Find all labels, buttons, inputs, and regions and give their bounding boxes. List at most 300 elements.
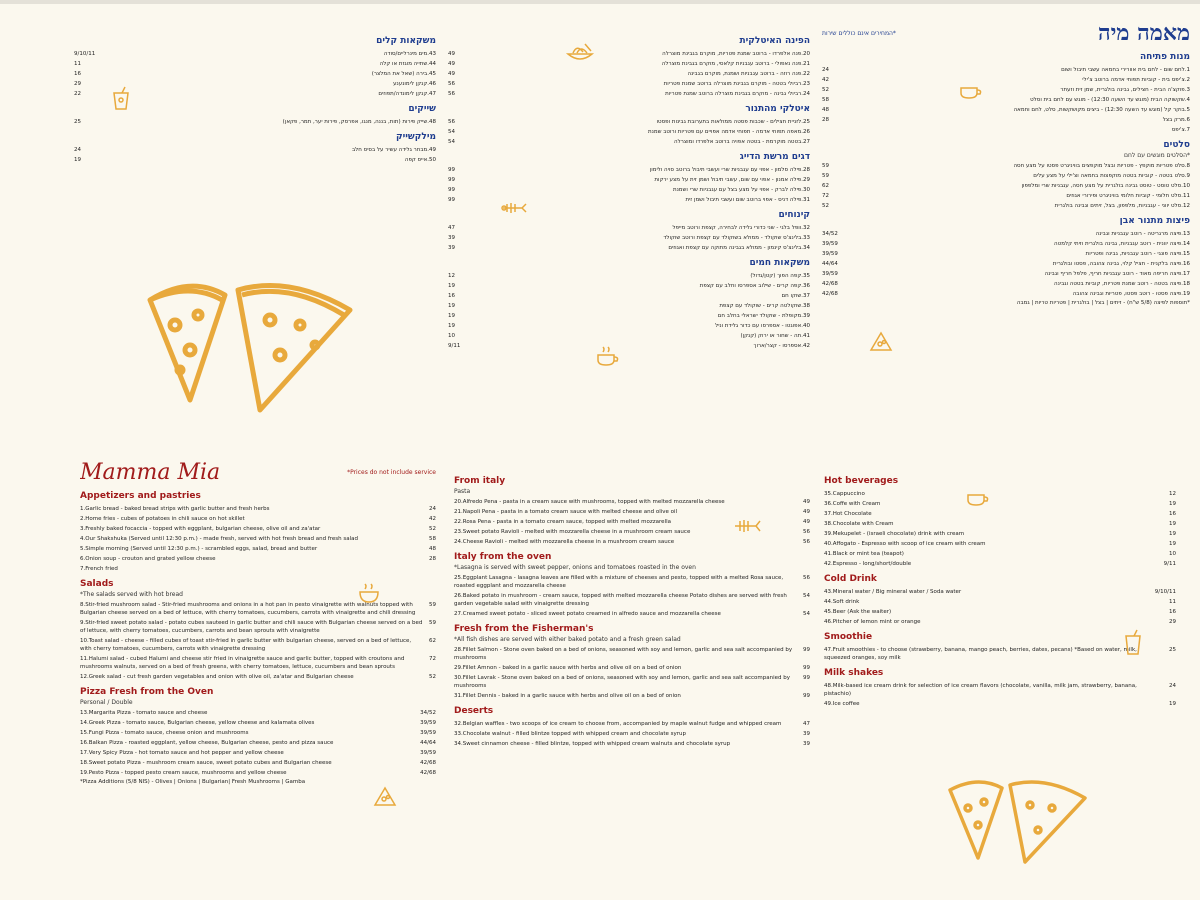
hebrew-price-note: *המחירים אינם כוללים שירות [822, 29, 896, 37]
menu-item-price: 16 [74, 71, 81, 77]
menu-item [824, 520, 1176, 528]
menu-item-name: 33.Chocolate walnut - filled blintze topped with whipped cream and chocolate syrup [454, 731, 686, 737]
menu-item-name: 35.Cappuccino [824, 491, 865, 497]
menu-item-name: 3.פוקצ'ה הבית - חצילים, גבינה בולגרית, שמן זית וזעתר [1060, 87, 1190, 93]
menu-item-name: 48.שייק פירות (תות, בננה, מנגו, אפרסק, פירות יער, תמר, פקאן) [282, 119, 436, 125]
menu-item-price: 48 [822, 107, 829, 113]
menu-item-price: 39/59 [822, 241, 838, 247]
menu-item-price: 11 [74, 61, 81, 67]
section-title: קינוחים [778, 210, 810, 220]
menu-item-name: 46.Pitcher of lemon mint or orange [824, 619, 921, 625]
english-sections-left [80, 491, 436, 777]
menu-item-name: 15.Fungi Pizza - tomato sauce, cheese onion and mushrooms [80, 730, 249, 736]
menu-item-price: 39/59 [420, 720, 436, 726]
menu-item-price: 52 [822, 87, 829, 93]
menu-item-price: 39/59 [420, 730, 436, 736]
hebrew-sections-right [822, 52, 1190, 298]
menu-item [454, 720, 810, 728]
menu-item [824, 700, 1176, 708]
menu-item [824, 618, 1176, 626]
menu-item-price: 19 [448, 313, 455, 319]
menu-item-price: 39 [803, 731, 810, 737]
section-title: Smoothie [824, 632, 873, 642]
menu-item-name: 32.וופל בלגי - שני כדורי גלידה לבחירה, קצפת ורוטב מייפל [672, 225, 810, 231]
menu-item [454, 674, 810, 690]
menu-item [822, 192, 1190, 200]
menu-item-price: 52 [429, 526, 436, 532]
section-title: Pizza Fresh from the Oven [80, 687, 214, 697]
menu-item-price: 29 [1169, 619, 1176, 625]
hebrew-pizza-additions-note: *תוספות לפיצה (5/8 ש"ח) - זיתים | בצל | בולגרית | פטריות טריות | גמבה [1016, 300, 1190, 306]
menu-item-price: 99 [448, 197, 455, 203]
menu-item-name: 12.Greek salad - cut fresh garden vegetables and onion with olive oil, za'atar and Bulgarian cheese [80, 674, 354, 680]
menu-item-price: 54 [803, 593, 810, 599]
section-title: Appetizers and pastries [80, 491, 201, 501]
menu-item-price: 59 [429, 602, 436, 608]
menu-item-name: 10.Toast salad - cheese - filled cubes of toast stir-fried in garlic butter with bulgarian cheese, served on a bed of lettuce, with cherry tomatoes, cucumbers, carrots with vinaigrette dressing [80, 638, 412, 652]
menu-item [824, 530, 1176, 538]
menu-item-price: 52 [429, 674, 436, 680]
menu-item-name: 5.Simple morning (Served until 12:30 p.m.) - scrambled eggs, salad, bread and butter [80, 546, 318, 552]
menu-item-price: 19 [448, 303, 455, 309]
menu-item-price: 39/59 [822, 271, 838, 277]
menu-item-price: 72 [429, 656, 436, 662]
menu-item-name: 19.פיצה פסטו - רוטב פסטו, פטריות וגבינה צהובה [1072, 291, 1190, 297]
menu-item [822, 76, 1190, 84]
menu-item [824, 500, 1176, 508]
menu-item-price: 42 [822, 77, 829, 83]
menu-item [822, 162, 1190, 170]
menu-item-price: 25 [1169, 647, 1176, 653]
section-title: סלטים [1163, 140, 1190, 150]
menu-item-price: 39/59 [822, 251, 838, 257]
menu-item-price: 42/68 [420, 760, 436, 766]
menu-item [74, 60, 436, 68]
menu-item-price: 56 [803, 539, 810, 545]
english-menu-title: Mamma Mia [80, 460, 221, 485]
menu-item [80, 709, 436, 717]
menu-item-name: 16.פיצה בלקנית - חציל קלוי, גבינה צהובה, פסטו ובולגרית [1052, 261, 1190, 267]
section-title: Deserts [454, 706, 494, 716]
menu-item-name: 12.סלט יווני - עגבניות, מלפפון, בצל, זיתים וגבינה בולגרית [1054, 203, 1190, 209]
menu-item-name: 23.Sweet potato Ravioli - melted with mozzarella cheese in a mushroom cream sauce [454, 529, 691, 535]
menu-item [454, 740, 810, 748]
menu-item-name: 7.French fried [80, 566, 118, 572]
menu-item-price: 39 [803, 741, 810, 747]
menu-item [822, 290, 1190, 298]
menu-item-price: 12 [1169, 491, 1176, 497]
menu-item-price: 19 [1169, 521, 1176, 527]
menu-item [80, 601, 436, 617]
menu-item [448, 70, 810, 78]
english-column-left [80, 460, 436, 896]
menu-item-price: 12 [448, 273, 455, 279]
menu-item-price: 34/52 [822, 231, 838, 237]
menu-item-price: 52 [822, 203, 829, 209]
menu-item [822, 66, 1190, 74]
menu-item-price: 47 [803, 721, 810, 727]
menu-item-name: 2.צ'יפס בית - קוביות תפוחי אדמה ברוטב צ'ילי [1082, 77, 1190, 83]
menu-item-name: 11.Halumi salad - cubed Halumi and cheese stir fried in vinaigrette sauce and garlic butter, topped with croutons and mushrooms walnuts, served on a bed of fresh greens, with cherry tomatoes, lettuce, cucumbers and bean sprouts [80, 656, 405, 670]
menu-item-price: 56 [448, 81, 455, 87]
menu-item-name: 44.Soft drink [824, 599, 860, 605]
menu-item-price: 56 [803, 529, 810, 535]
menu-item-name: 18.Sweet potato Pizza - mushroom cream sauce, sweet potato cubes and Bulgarian cheese [80, 760, 332, 766]
menu-item-price: 42/68 [822, 281, 838, 287]
menu-item-price: 54 [448, 129, 455, 135]
menu-item-price: 62 [429, 638, 436, 644]
menu-item-name: 37.Hot Chocolate [824, 511, 872, 517]
menu-item-name: 31.Fillet Dennis - baked in a garlic sauce with herbs and olive oil on a bed of onion [454, 693, 681, 699]
menu-item-price: 19 [1169, 501, 1176, 507]
menu-item-name: 21.Napoli Pena - pasta in a tomato cream sauce with melted cheese and olive oil [454, 509, 678, 515]
menu-item-name: 26.Baked potato in mushroom - cream sauce, topped with melted mozzarella cheese Potato dishes are served with fresh garden vegetable salad with vinaigrette dressing [454, 593, 787, 607]
menu-item [454, 664, 810, 672]
menu-item-price: 99 [448, 177, 455, 183]
menu-item-name: 17.פיצה חריפה מאוד - רוטב עגבניות חריף, פלפל חריף וגבינה [1044, 271, 1190, 277]
hebrew-column-right [822, 20, 1190, 450]
menu-item-name: 14.פיצה יוונית - רוטב עגבניות, גבינה בולגרית וזיתי קלמטה [1054, 241, 1190, 247]
menu-item [454, 538, 810, 546]
drink-cup-icon [1122, 628, 1144, 656]
menu-item-price: 49 [803, 519, 810, 525]
menu-item [824, 490, 1176, 498]
menu-item-price: 25 [74, 119, 81, 125]
coffee-cup-icon [958, 78, 984, 100]
menu-item [80, 545, 436, 553]
menu-item-name: 18.פיצה בטטה - רוטב שמנת פטריות, קוביות בטטה וגבינה [1054, 281, 1190, 287]
menu-item-price: 59 [822, 163, 829, 169]
menu-item-price: 56 [803, 575, 810, 581]
section-title: Cold Drink [824, 574, 877, 584]
menu-item-name: 14.Greek Pizza - tomato sauce, Bulgarian cheese, yellow cheese and kalamata olives [80, 720, 315, 726]
menu-item [824, 682, 1176, 698]
menu-item-price: 58 [429, 536, 436, 542]
menu-item-name: 43.Mineral water / Big mineral water / Soda water [824, 589, 962, 595]
menu-item [824, 588, 1176, 596]
menu-item-price: 99 [803, 647, 810, 653]
menu-item [448, 234, 810, 242]
menu-item-name: 26.מאפה תפוחי אדמה - תפוחי אדמה אפויים עם פטריות ורוטב שמנת [648, 129, 810, 135]
menu-item [74, 70, 436, 78]
menu-item [822, 250, 1190, 258]
menu-item [454, 610, 810, 618]
menu-item [80, 673, 436, 681]
menu-item [822, 86, 1190, 94]
menu-item [80, 769, 436, 777]
menu-item [448, 80, 810, 88]
english-sections-right [824, 476, 1176, 708]
menu-item-name: 6.Onion soup - crouton and grated yellow cheese [80, 556, 216, 562]
menu-item-price: 9/11 [448, 343, 461, 349]
section-title: מנות פתיחה [1139, 52, 1190, 62]
hebrew-column-middle [448, 30, 810, 460]
menu-item-name: 30.פילה לברק - אפוי על מצע בצל עם עגבניות שרי ושמנת [672, 187, 810, 193]
menu-item-name: 45.בירה (שאל את המלצר) [371, 71, 436, 77]
section-subtitle: *All fish dishes are served with either baked potato and a fresh green salad [454, 636, 681, 643]
menu-item-price: 9/11 [1163, 561, 1176, 567]
menu-item-name: 42.אספרסו - קצר/ארוך [753, 343, 810, 349]
menu-item-name: 11.סלט חלומי - קוביות חלומי בוויניגרט ופירורי אגוזים [1066, 193, 1190, 199]
menu-item [74, 146, 436, 154]
pizza-slices-illustration-small [930, 770, 1100, 865]
menu-item-price: 99 [448, 167, 455, 173]
menu-item [448, 90, 810, 98]
menu-item-name: 23.רביולי בטטה - מוקרם בגבינת מוצרלה ברוטב שמנת פטריות [663, 81, 810, 87]
menu-item-price: 24 [822, 67, 829, 73]
section-subtitle: *The salads served with hot bread [80, 591, 183, 598]
menu-item [448, 176, 810, 184]
pizza-slice-icon [868, 330, 894, 354]
menu-item-price: 16 [448, 293, 455, 299]
menu-item-name: 47.Fruit smoothies - to choose (strawberry, banana, mango peach, berries, dates, pecans) *Based on water, milk, squeezed oranges, soy milk [824, 647, 1137, 661]
menu-item-price: 44/64 [420, 740, 436, 746]
menu-item [80, 565, 436, 573]
menu-item-price: 54 [803, 611, 810, 617]
menu-item-name: 20.פנה אלפרדו - ברוטב שמנת פטריות, מוקרם בגבינת מוצרלה [662, 51, 810, 57]
menu-item-name: 22.Rosa Pena - pasta in a tomato cream sauce, topped with melted mozzarella [454, 519, 671, 525]
menu-item-name: 6.מרק בצל [1162, 117, 1190, 123]
menu-item-price: 49 [448, 61, 455, 67]
menu-item [824, 598, 1176, 606]
menu-item [80, 729, 436, 737]
drink-cup-icon [110, 85, 132, 111]
section-title: משקאות קלים [376, 36, 436, 46]
menu-item [824, 540, 1176, 548]
menu-item-price: 59 [822, 173, 829, 179]
spaghetti-icon [565, 42, 595, 64]
section-title: איטלקי מהתנור [745, 104, 810, 114]
section-title: דגים מרשת הדייג [739, 152, 810, 162]
menu-item-price: 99 [803, 665, 810, 671]
menu-item-price: 9/10/11 [74, 51, 96, 57]
menu-item-price: 34/52 [420, 710, 436, 716]
menu-item [448, 282, 810, 290]
menu-item-price: 16 [1169, 511, 1176, 517]
menu-item-name: 15.פיצה פונגי - רוטב עגבניות, גבינה ופטריות [1085, 251, 1190, 257]
coffee-cup-icon [965, 485, 991, 507]
menu-item-name: 25.Eggplant Lasagna - lasagna leaves are filled with a mixture of cheeses and pesto, topped with a melted Rosa sauce, roasted eggplant and mozzarella cheese [454, 575, 784, 589]
menu-item-price: 58 [822, 97, 829, 103]
menu-item-name: 4.Our Shakshuka (Served until 12:30 p.m.) - made fresh, served with hot fresh bread and fresh salad [80, 536, 358, 542]
menu-item-name: 13.Margarita Pizza - tomato sauce and cheese [80, 710, 208, 716]
menu-item-price: 39/59 [420, 750, 436, 756]
menu-item [74, 118, 436, 126]
menu-item [454, 574, 810, 590]
menu-item-name: 1.לחם שום - לחם בית אוורירי בחמאה עשבי תיבול ושום [1061, 67, 1190, 73]
menu-item [80, 535, 436, 543]
menu-item-name: 28.Fillet Salmon - Stone oven baked on a bed of onions, seasoned with soy and lemon, garlic and sea salt accompanied by mushrooms [454, 647, 793, 661]
menu-item-name: 44.שתייה מוגזת או קלה [379, 61, 436, 67]
menu-item-name: 43.מים מינרליים/סודה [383, 51, 436, 57]
menu-item-name: 30.Fillet Lavrak - Stone oven baked on a bed of onions, seasoned with soy and lemon, garlic and sea salt accompanied by mushrooms [454, 675, 790, 689]
menu-item-name: 39.Mekupelet - (israeli chocolate) drink with cream [824, 531, 965, 537]
menu-item-name: 25.לזניית חצילים - שכבות פסטה ממולאות בתערובת גבינות ופסטו [656, 119, 810, 125]
menu-item-name: 9.Stir-fried sweet potato salad - potato cubes sauteed in garlic butter and chili sauce with Bulgarian cheese served on a bed of lettuce, with cherry tomatoes, cucumbers, carrots and bean sprouts with vinaigrette [80, 620, 423, 634]
menu-item [822, 280, 1190, 288]
menu-item [448, 322, 810, 330]
pizza-slice-icon [372, 785, 398, 809]
menu-item [448, 332, 810, 340]
menu-item [80, 515, 436, 523]
menu-item-name: 42.Espresso - long/short/double [824, 561, 912, 567]
menu-item [448, 272, 810, 280]
menu-item-price: 39 [448, 235, 455, 241]
menu-item-price: 49 [448, 51, 455, 57]
menu-item-price: 54 [448, 139, 455, 145]
menu-item [448, 302, 810, 310]
menu-item-price: 39 [448, 245, 455, 251]
menu-item-price: 42 [429, 516, 436, 522]
menu-item-name: 50.אייס קפה [404, 157, 436, 163]
menu-item-price: 47 [448, 225, 455, 231]
viewer-top-border [0, 0, 1200, 4]
menu-item [80, 619, 436, 635]
menu-item [822, 182, 1190, 190]
soup-bowl-icon [358, 582, 380, 604]
menu-item [448, 60, 810, 68]
menu-item-price: 56 [448, 91, 455, 97]
menu-item-price: 49 [803, 509, 810, 515]
menu-item-price: 22 [74, 91, 81, 97]
english-column-right [824, 470, 1176, 770]
section-title: From italy [454, 476, 506, 486]
menu-item-name: 24.רביולי גבינה - מוקרם בגבינת מוצרלה ברוטב שמנת פטריות [665, 91, 810, 97]
section-title: פיצות מתנור אבן [1119, 216, 1190, 226]
menu-item [448, 118, 810, 126]
menu-item [822, 96, 1190, 104]
menu-item-price: 62 [822, 183, 829, 189]
menu-item-price: 42/68 [420, 770, 436, 776]
coffee-cup-icon [595, 345, 621, 367]
menu-item [822, 106, 1190, 114]
section-title: Italy from the oven [454, 552, 552, 562]
menu-item-name: 48.Milk-based ice cream drink for selection of ice cream flavors (chocolate, vanilla, milk jam, strawberry, banana, pistachio) [824, 683, 1137, 697]
menu-item [824, 510, 1176, 518]
menu-item [74, 156, 436, 164]
section-title: משקאות חמים [749, 258, 810, 268]
fish-bone-icon [500, 200, 528, 216]
menu-item-name: 49.Ice coffee [824, 701, 860, 707]
section-subtitle: Personal / Double [80, 699, 133, 706]
menu-item [454, 646, 810, 662]
menu-item-name: 39.מקופלת - שוקולד ישראלי בחלב חם [717, 313, 810, 319]
pizza-slices-illustration [120, 270, 380, 420]
menu-item [822, 270, 1190, 278]
english-price-note: *Prices do not include service [347, 469, 436, 476]
menu-item-name: 38.Chocolate with Cream [824, 521, 894, 527]
menu-item-name: 9.סלט בטטה - קוביות בטטה מוקפצות בחמאה וצ'ילי על מצע עלים [1033, 173, 1190, 179]
menu-item-name: 47.קנקן לימונדה/תפוזים [378, 91, 436, 97]
menu-item-name: 21.פנה נאפולי - ברוטב עגבניות קלאסי, מוקרם בגבינת מוצרלה [661, 61, 810, 67]
menu-item-name: 32.Belgian waffles - two scoops of ice cream to choose from, accompanied by maple walnut fudge and whipped cream [454, 721, 782, 727]
menu-item-name: 45.Beer (Ask the waiter) [824, 609, 892, 615]
menu-item [448, 244, 810, 252]
menu-item [448, 128, 810, 136]
fish-bone-icon [732, 515, 762, 537]
menu-item-name: 8.סלט פטריות מוקפץ - פטריות ובצל מוקפצים בוויניגרט פסטו על מצע חסה [1013, 163, 1190, 169]
section-title: Hot beverages [824, 476, 899, 486]
menu-item-price: 11 [1169, 599, 1176, 605]
menu-item [80, 637, 436, 653]
menu-item-name: 34.Sweet cinnamon cheese - filled blintze, topped with whipped cream walnuts and chocolate syrup [454, 741, 731, 747]
menu-item-name: 8.Stir-fried mushroom salad - Stir-fried mushrooms and onions in a hot pan in pesto vinaigrette with walnuts topped with Bulgarian cheese served on a bed of lettuce, with cherry tomatoes, cucumbers, carrots with vinaigrette and chili dressing [80, 602, 416, 616]
menu-item [448, 186, 810, 194]
menu-item-price: 48 [429, 546, 436, 552]
menu-item-price: 24 [429, 506, 436, 512]
menu-item-name: 16.Balkan Pizza - roasted eggplant, yellow cheese, Bulgarian cheese, pesto and pizza sauce [80, 740, 334, 746]
menu-item-name: 40.Affogato - Espresso with scoop of ice cream with cream [824, 541, 986, 547]
section-title: Salads [80, 579, 114, 589]
section-title: הפינה האיטלקית [739, 36, 810, 46]
menu-item-name: 27.בטטה מוקרמת - בטטה אפויה ברוטב אלפרדו ומוצרלה [674, 139, 810, 145]
menu-item-name: 7.צ'יפס [1171, 127, 1190, 133]
menu-item-name: 19.Pesto Pizza - topped pesto cream sauce, mushrooms and yellow cheese [80, 770, 287, 776]
menu-item-name: 28.פילה סלמון - אפוי עם עגבניות שרי ועשבי תיבול ברוטב סויה ולימון [649, 167, 810, 173]
menu-item-price: 24 [74, 147, 81, 153]
menu-item-price: 72 [822, 193, 829, 199]
menu-item-name: 38.שוקולטה קרים - שוקולד עם קצפת [719, 303, 810, 309]
menu-item-name: 4.שקשוקה הבית (מוגש עד השעה 12:30) - מוגש עם לחם בית וסלט [1030, 97, 1190, 103]
section-title: Fresh from the Fisherman's [454, 624, 594, 634]
menu-item-price: 49 [448, 71, 455, 77]
menu-item [448, 342, 810, 350]
menu-item-name: 29.Fillet Amnon - baked in a garlic sauce with herbs and olive oil on a bed of onion [454, 665, 682, 671]
menu-item [448, 312, 810, 320]
menu-item-name: 27.Creamed sweet potato - sliced sweet potato creamed in alfredo sauce and mozzarella cheese [454, 611, 721, 617]
menu-item [454, 730, 810, 738]
menu-item [80, 505, 436, 513]
menu-item-price: 19 [1169, 541, 1176, 547]
menu-item [822, 230, 1190, 238]
menu-item-price: 28 [822, 117, 829, 123]
section-subtitle: *Lasagna is served with sweet pepper, onions and tomatoes roasted in the oven [454, 564, 696, 571]
menu-item-name: 29.פילה אמנון - אפוי עם שום, עשבי תיבול ושמן זית על מצע ירקות [654, 177, 810, 183]
menu-item-price: 29 [74, 81, 81, 87]
menu-item-price: 59 [429, 620, 436, 626]
menu-item-price: 99 [803, 675, 810, 681]
menu-item-name: 46.קנקן לימונענע [393, 81, 436, 87]
menu-item-price: 19 [448, 323, 455, 329]
menu-item [80, 739, 436, 747]
menu-item [822, 260, 1190, 268]
menu-item [80, 749, 436, 757]
menu-item [824, 608, 1176, 616]
menu-item [822, 240, 1190, 248]
menu-item [822, 126, 1190, 134]
menu-item-price: 19 [448, 283, 455, 289]
menu-item [80, 655, 436, 671]
menu-item [80, 759, 436, 767]
menu-item-name: 13.פיצה מרגריטה - רוטב עגבניות וגבינה [1095, 231, 1190, 237]
menu-item [454, 592, 810, 608]
menu-item-name: 3.Freshly baked focaccia - topped with eggplant, bulgarian cheese, olive oil and za'atar [80, 526, 321, 532]
section-title: מילקשייק [396, 132, 436, 142]
menu-item-name: 41.תה - שחור או ירוק (קנקן) [740, 333, 810, 339]
menu-item [448, 138, 810, 146]
menu-item-name: 22.פנה רוזה - ברוטב עגבניות ושמנת, מוקרם בגבינה [687, 71, 810, 77]
menu-item [454, 692, 810, 700]
section-subtitle: Pasta [454, 488, 471, 495]
english-pizza-additions-note: *Pizza Additions (5/8 NIS) - Olives | Onions | Bulgarian| Fresh Mushrooms | Gamba [80, 779, 306, 785]
menu-item-name: 37.שוקו חם [781, 293, 810, 299]
hebrew-menu-title: מאמה מיה [1098, 20, 1190, 46]
menu-item-name: 5.בוקר קל (מוגש עד השעה 12:30) - ביצים מקושקשות, סלט, לחם וחמאה [1013, 107, 1190, 113]
menu-item [822, 202, 1190, 210]
menu-item-name: 41.Black or mint tea (teapot) [824, 551, 904, 557]
section-title: שייקים [408, 104, 436, 114]
menu-item-name: 24.Cheese Ravioli - melted with mozzarella cheese in a mushroom cream sauce [454, 539, 675, 545]
